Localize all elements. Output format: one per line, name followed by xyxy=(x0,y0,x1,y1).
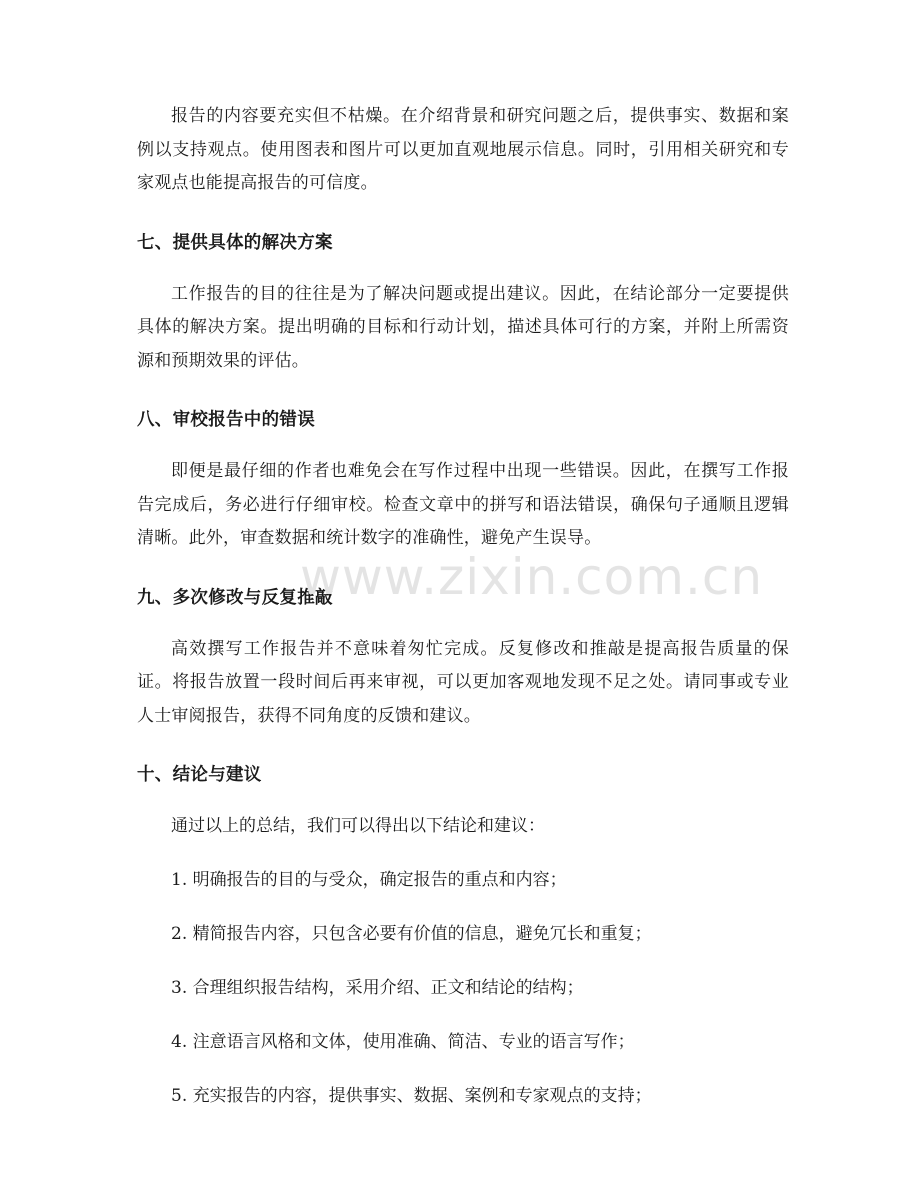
intro-paragraph: 报告的内容要充实但不枯燥。在介绍背景和研究问题之后，提供事实、数据和案例以支持观点。使用图表和图片可以更加直观地展示信息。同时，引用相关研究和专家观点也能提高报告的可信度。 xyxy=(137,106,789,193)
section-heading-9: 九、多次修改与反复推敲 xyxy=(137,587,333,608)
section-body-9: 高效撰写工作报告并不意味着匆忙完成。反复修改和推敲是提高报告质量的保证。将报告放置一段时间后再来审视，可以更加客观地发现不足之处。请同事或专业人士审阅报告，获得不同角度的反馈和建议。 xyxy=(137,638,789,726)
section-body-8: 即便是最仔细的作者也难免会在写作过程中出现一些错误。因此，在撰写工作报告完成后，务必进行仔细审校。检查文章中的拼写和语法错误，确保句子通顺且逻辑清晰。此外，审查数据和统计数字的准确性，避免产生误导。 xyxy=(137,461,789,548)
list-item: 2. 精简报告内容，只包含必要有价值的信息，避免冗长和重复； xyxy=(171,924,652,944)
list-item: 5. 充实报告的内容，提供事实、数据、案例和专家观点的支持； xyxy=(171,1086,652,1106)
list-item: 3. 合理组织报告结构，采用介绍、正文和结论的结构； xyxy=(171,978,584,998)
conclusion-intro: 通过以上的总结，我们可以得出以下结论和建议： xyxy=(171,816,545,836)
section-heading-7: 七、提供具体的解决方案 xyxy=(137,232,333,253)
conclusion-list xyxy=(137,864,789,1113)
section-body-7: 工作报告的目的往往是为了解决问题或提出建议。因此，在结论部分一定要提供具体的解决方案。提出明确的目标和行动计划，描述具体可行的方案，并附上所需资源和预期效果的评估。 xyxy=(137,283,789,371)
watermark-text: www.zixin.com.cn xyxy=(300,548,764,606)
list-item: 1. 明确报告的目的与受众，确定报告的重点和内容； xyxy=(171,870,567,890)
section-heading-8: 八、审校报告中的错误 xyxy=(137,410,315,430)
section-heading-10: 十、结论与建议 xyxy=(137,765,262,785)
document-body xyxy=(137,100,789,1134)
list-item: 4. 注意语言风格和文体，使用准确、简洁、专业的语言写作； xyxy=(171,1032,635,1052)
